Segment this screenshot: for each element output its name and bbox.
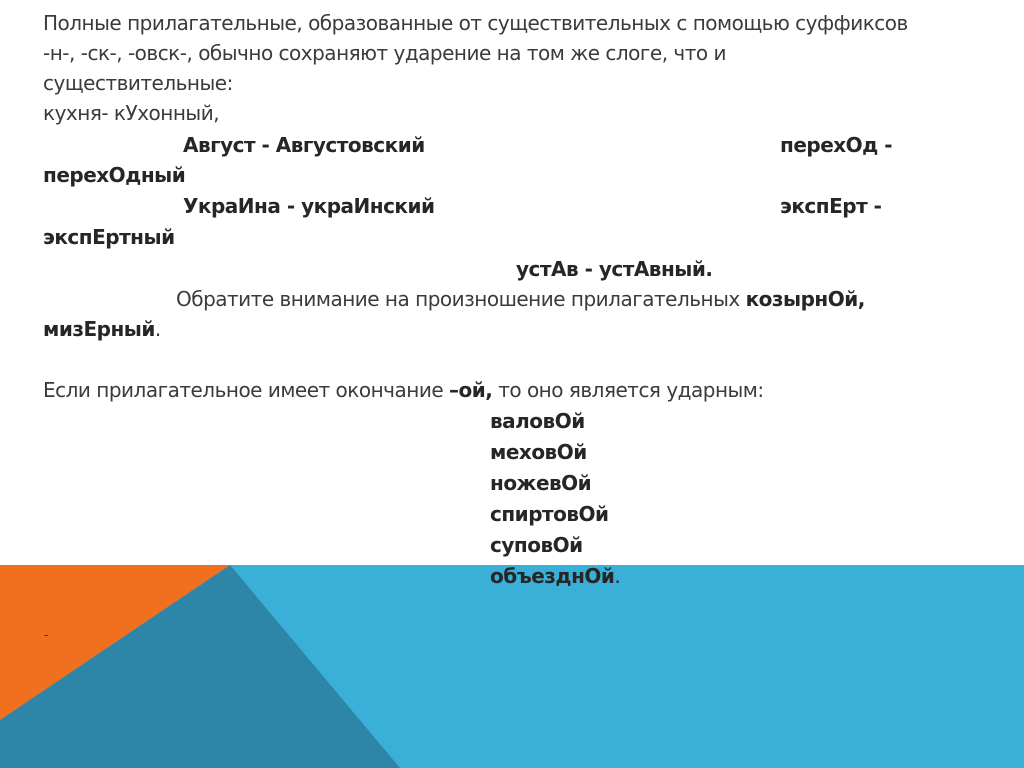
intro-line-1: Полные прилагательные, образованные от существительных с помощью суффиксов: [43, 11, 908, 35]
example-valovoy: валовОй: [490, 409, 585, 433]
note-line-1: [176, 284, 865, 314]
pair-ukraina: УкраИна - украИнский: [183, 194, 435, 218]
intro-line-4: кухня- кУхонный,: [43, 101, 220, 125]
intro-line-3: существительные:: [43, 71, 233, 95]
example-spirtovoy: спиртовОй: [490, 502, 609, 526]
pair-perehod-a: перехОд -: [780, 133, 893, 157]
rule-line: [43, 375, 764, 405]
pair-ustav: устАв - устАвный.: [516, 257, 713, 281]
example-obezdnoy: объезднОй: [490, 564, 615, 588]
example-nozhevoy: ножевОй: [490, 471, 592, 495]
rule-ending: –ой,: [448, 378, 493, 402]
footer-mark: -: [44, 628, 48, 642]
examples-period: .: [614, 564, 621, 588]
pair-ekspert-a: экспЕрт -: [780, 194, 882, 218]
example-supovoy: суповОй: [490, 533, 583, 557]
pair-ekspert-b: экспЕртный: [43, 225, 175, 249]
note-line-2: [43, 314, 161, 344]
rule-text-2: то оно является ударным:: [492, 378, 764, 402]
note-period: .: [154, 317, 161, 341]
rule-text-1: Если прилагательное имеет окончание: [43, 378, 449, 402]
pair-avgust: Август - Августовский: [183, 133, 425, 157]
note-word-mizerny: мизЕрный: [43, 317, 155, 341]
note-word-kozyrnoy: козырнОй,: [745, 287, 865, 311]
example-mehovoy: меховОй: [490, 440, 587, 464]
intro-line-2: -н-, -ск-, -овск-, обычно сохраняют ударение на том же слоге, что и: [43, 41, 726, 65]
pair-perehod-b: перехОдный: [43, 163, 186, 187]
example-obezdnoy-line: [490, 561, 620, 591]
note-text: Обратите внимание на произношение прилагательных: [176, 287, 746, 311]
